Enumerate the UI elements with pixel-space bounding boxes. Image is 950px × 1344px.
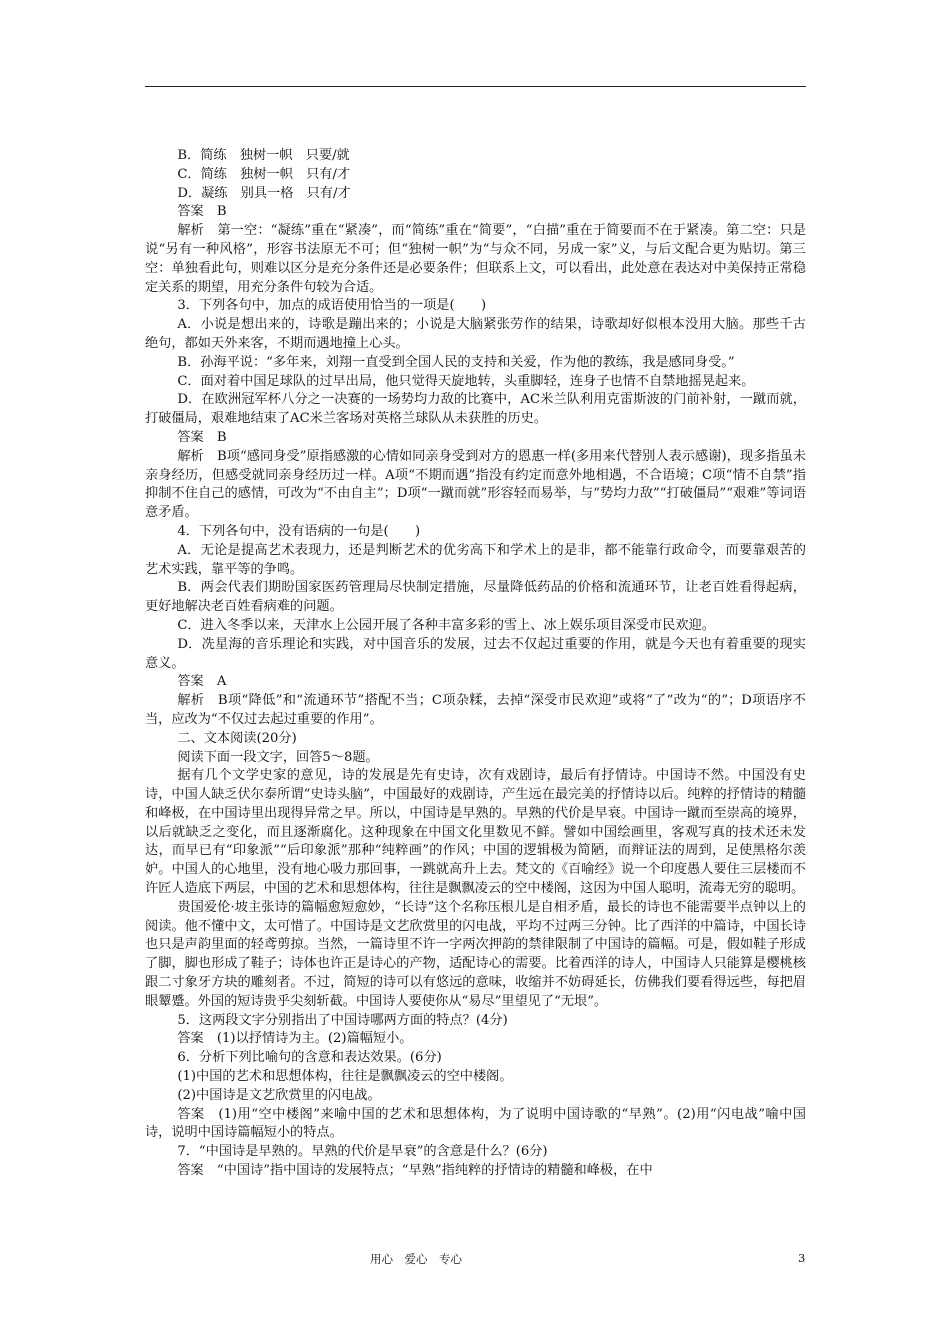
paragraph: C．面对着中国足球队的过早出局，他只觉得天旋地转，头重脚轻，连身子也情不自禁地摇晃起来。	[177, 373, 755, 389]
paragraph: D．凝练 别具一格 只有/才	[177, 185, 351, 201]
paragraph: D．在欧洲冠军杯八分之一决赛的一场势均力敌的比赛中，AC米兰队利用克雷斯波的门前补射，一蹴而就，打破僵局，艰难地结束了AC米兰客场对英格兰球队从未获胜的历史。	[145, 392, 806, 427]
paragraph: D．冼星海的音乐理论和实践，对中国音乐的发展，过去不仅起过重要的作用，就是今天也有着重要的现实意义。	[145, 636, 806, 671]
paragraph: 答案 (1)用“空中楼阁”来喻中国的艺术和思想体构，为了说明中国诗歌的“早熟”。(2)用“闪电战”喻中国诗，说明中国诗篇幅短小的特点。	[145, 1106, 806, 1141]
paragraph: 据有几个文学史家的意见，诗的发展是先有史诗，次有戏剧诗，最后有抒情诗。中国诗不然。中国没有史诗，中国人缺乏伏尔泰所谓“史诗头脑”，中国最好的戏剧诗，产生远在最完美的抒情诗以后。纯粹的抒情诗的精髓和峰极，在中国诗里出现得异常之早。所以，中国诗是早熟的。早熟的代价是早衰。中国诗一蹴而至崇高的境界，以后就缺乏之变化，而且逐渐腐化。这种现象在中国文化里数见不鲜。譬如中国绘画里，客观写真的技术还未发达，而早已有“印象派”“后印象派”那种“纯粹画”的作风；中国的逻辑极为简陋，而辩证法的周到，足使黑格尔羡妒。中国人的心地里，没有地心吸力那回事，一跳就高升上去。梵文的《百喻经》说一个印度愚人要住三层楼而不许匠人造底下两层，中国的艺术和思想体构，往往是飘飘凌云的空中楼阁，这因为中国人聪明，流毒无穷的聪明。	[145, 768, 806, 897]
paragraph: 5．这两段文字分别指出了中国诗哪两方面的特点？(4分)	[177, 1012, 508, 1028]
paragraph: A．无论是提高艺术表现力，还是判断艺术的优劣高下和学术上的是非，都不能靠行政命令，而要靠艰苦的艺术实践，靠平等的争鸣。	[145, 542, 806, 577]
paragraph: B．孙海平说：“多年来，刘翔一直受到全国人民的支持和关爱，作为他的教练，我是感同身受。”	[177, 354, 735, 370]
paragraph: 3．下列各句中，加点的成语使用恰当的一项是( )	[177, 298, 487, 314]
paragraph: 6．分析下列比喻句的含意和表达效果。(6分)	[177, 1050, 442, 1066]
page-number: 3	[798, 1251, 806, 1265]
paragraph: 答案 (1)以抒情诗为主。(2)篇幅短小。	[177, 1031, 413, 1047]
paragraph: B．两会代表们期盼国家医药管理局尽快制定措施，尽量降低药品的价格和流通环节，让老百姓看得起病，更好地解决老百姓看病难的问题。	[145, 580, 806, 615]
paragraph: 二、文本阅读(20分)	[177, 730, 297, 746]
paragraph: (1)中国的艺术和思想体构，往往是飘飘凌云的空中楼阁。	[177, 1069, 513, 1085]
paragraph: 答案 B	[177, 429, 227, 445]
header-rule	[145, 86, 806, 87]
paragraph: 7．“中国诗是早熟的。早熟的代价是早衰”的含意是什么？(6分)	[177, 1144, 548, 1160]
footer-motto: 用心 爱心 专心	[370, 1252, 462, 1266]
paragraph: 解析 B项“降低”和“流通环节”搭配不当；C项杂糅，去掉“深受市民欢迎”或将“了”改为“的”；D项语序不当，应改为“不仅过去起过重要的作用”。	[145, 693, 806, 727]
paragraph: 答案 “中国诗”指中国诗的发展特点；“早熟”指纯粹的抒情诗的精髓和峰极，在中	[177, 1163, 653, 1179]
paragraph: A．小说是想出来的，诗歌是蹦出来的；小说是大脑紧张劳作的结果，诗歌却好似根本没用大脑。那些千古绝句，都如天外来客，不期而遇地撞上心头。	[145, 317, 806, 351]
paragraph: B．简练 独树一帜 只要/就	[177, 148, 350, 163]
paragraph: 解析 B项“感同身受”原指感激的心情如同亲身受到对方的恩惠一样(多用来代替别人表示感谢)，现多指虽未亲身经历，但感受就同亲身经历过一样。A项“不期而遇”指没有约定而意外地相遇，不合语境；C项“情不自禁”指抑制不住自己的感情，可改为“不由自主”；D项“一蹴而就”形容轻而易举，与“势均力敌”“打破僵局”“艰难”等词语意矛盾。	[145, 448, 806, 521]
paragraph: C．进入冬季以来，天津水上公园开展了各种丰富多彩的雪上、冰上娱乐项目深受市民欢迎。	[177, 617, 715, 633]
paragraph: (2)中国诗是文艺欣赏里的闪电战。	[177, 1087, 381, 1103]
paragraph: 4．下列各句中，没有语病的一句是( )	[177, 523, 421, 539]
paragraph: 阅读下面一段文字，回答5～8题。	[177, 749, 379, 765]
document-body	[145, 147, 806, 1181]
paragraph: 贵国爱伦·坡主张诗的篇幅愈短愈妙，“长诗”这个名称压根儿是自相矛盾，最长的诗也不能需要半点钟以上的阅读。他不懂中文，太可惜了。中国诗是文艺欣赏里的闪电战，平均不过两三分钟。比了西洋的中篇诗，中国长诗也只是声韵里面的轻鸢剪掠。当然，一篇诗里不许一字两次押韵的禁律限制了中国诗的篇幅。可是，假如鞋子形成了脚，脚也形成了鞋子；诗体也许正是诗心的产物，适配诗心的需要。比着西洋的诗人，中国诗人只能算是樱桃核跟二寸象牙方块的雕刻者。不过，简短的诗可以有悠远的意味，收缩并不妨碍延长，仿佛我们要看得远些，每把眉眼颦蹙。外国的短诗贵乎尖刻斩截。中国诗人要使你从“易尽”里望见了“无垠”。	[145, 899, 806, 1009]
paragraph: C．简练 独树一帜 只有/才	[177, 166, 351, 182]
paragraph: 解析 第一空：“凝练”重在“紧凑”，而“简练”重在“简要”，“白描”重在于简要而不在于紧凑。第二空：只是说“另有一种风格”，形容书法原无不可；但“独树一帜”为“与众不同，另成一家”义，与后文配合更为贴切。第三空：单独看此句，则难以区分是充分条件还是必要条件；但联系上文，可以看出，此处意在表达对中美保持正常稳定关系的期望，用充分条件句较为合适。	[145, 223, 806, 295]
paragraph: 答案 B	[177, 204, 227, 220]
paragraph: 答案 A	[177, 674, 227, 690]
